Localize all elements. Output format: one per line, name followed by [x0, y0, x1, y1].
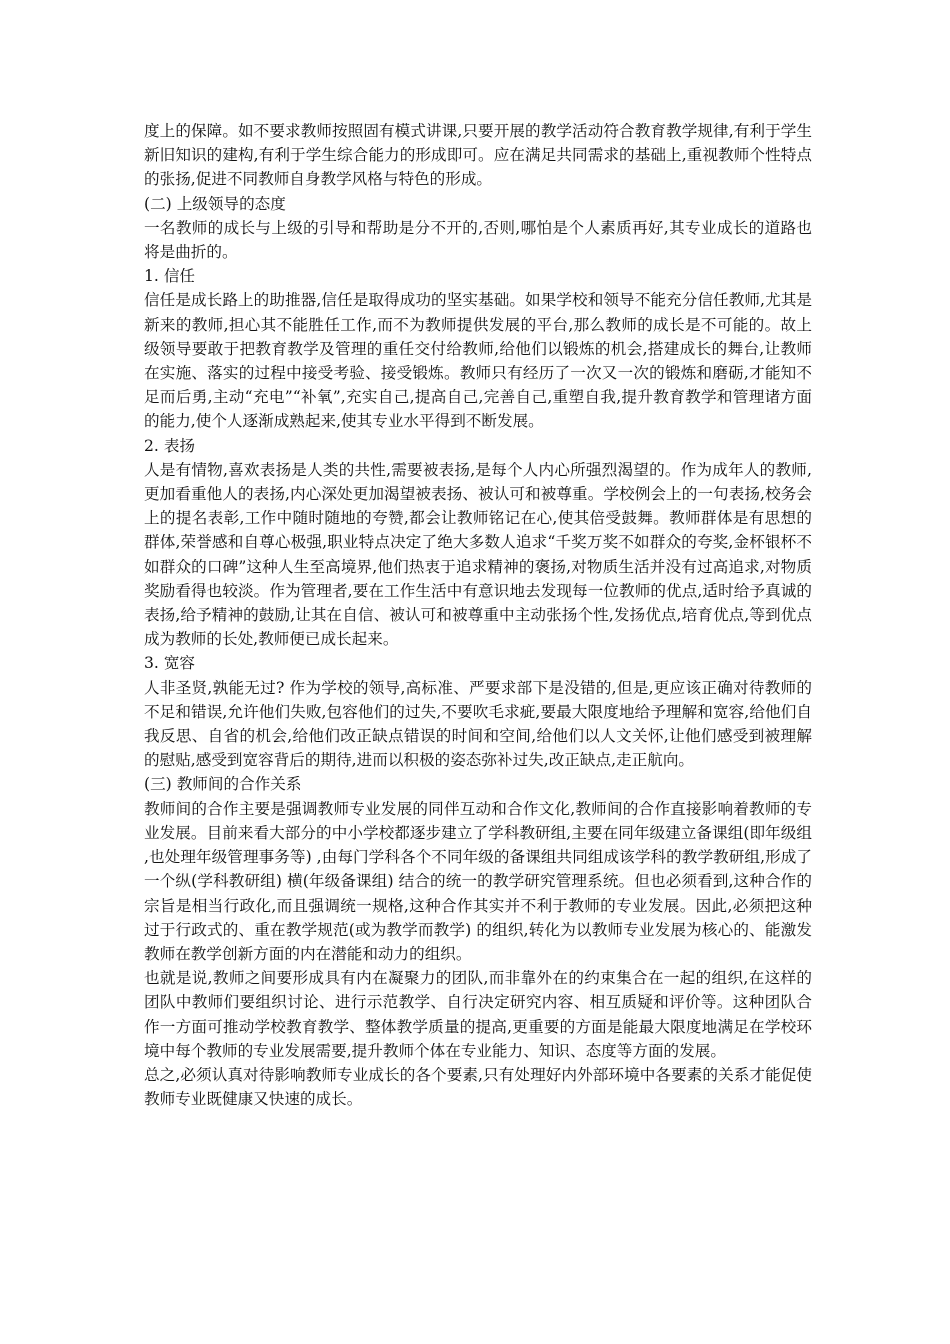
- subheading-praise: 2. 表扬: [144, 436, 196, 455]
- paragraph-cooperation: 教师间的合作主要是强调教师专业发展的同伴互动和合作文化,教师间的合作直接影响着教师的专业发展。目前来看大部分的中小学校都逐步建立了学科教研组,主要在同年级建立备课组(即年级组,也处理年级管理事务等) ,由每门学科各个不同年级的备课组共同组成该学科的教学教研组,形成了一个纵(学科教研组) 横(年级备课组) 结合的统一的教学研究管理系统。但也必须看到,这种合作的宗旨是相当行政化,而且强调统一规格,这种合作其实并不利于教师的专业发展。因此,必须把这种过于行政式的、重在教学规范(或为教学而教学) 的组织,转化为以教师专业发展为核心的、能激发教师在教学创新方面的内在潜能和动力的组织。: [144, 799, 812, 963]
- section-heading-leadership: (二) 上级领导的态度: [144, 194, 286, 213]
- paragraph-praise: 人是有情物,喜欢表扬是人类的共性,需要被表扬,是每个人内心所强烈渴望的。作为成年人的教师,更加看重他人的表扬,内心深处更加渴望被表扬、被认可和被尊重。学校例会上的一句表扬,校务会上的提名表彰,工作中随时随地的夸赞,都会让教师铭记在心,使其倍受鼓舞。教师群体是有思想的群体,荣誉感和自尊心极强,职业特点决定了绝大多数人追求“千奖万奖不如群众的夸奖,金杯银杯不如群众的口碑”这种人生至高境界,他们热衷于追求精神的褒扬,对物质生活并没有过高追求,对物质奖励看得也较淡。作为管理者,要在工作生活中有意识地去发现每一位教师的优点,适时给予真诚的表扬,给予精神的鼓励,让其在自信、被认可和被尊重中主动张扬个性,发扬优点,培育优点,等到优点成为教师的长处,教师便已成长起来。: [144, 460, 812, 649]
- document-body: [144, 119, 812, 1111]
- subheading-tolerance: 3. 宽容: [144, 654, 196, 673]
- section-heading-cooperation: (三) 教师间的合作关系: [144, 775, 302, 794]
- paragraph-team: 也就是说,教师之间要形成具有内在凝聚力的团队,而非靠外在的约束集合在一起的组织,在这样的团队中教师们要组织讨论、进行示范教学、自行决定研究内容、相互质疑和评价等。这种团队合作一方面可推动学校教育教学、整体教学质量的提高,更重要的方面是能最大限度地满足在学校环境中每个教师的专业发展需要,提升教师个体在专业能力、知识、态度等方面的发展。: [144, 969, 812, 1060]
- paragraph-trust: 信任是成长路上的助推器,信任是取得成功的坚实基础。如果学校和领导不能充分信任教师,尤其是新来的教师,担心其不能胜任工作,而不为教师提供发展的平台,那么教师的成长是不可能的。故上级领导要敢于把教育教学及管理的重任交付给教师,给他们以锻炼的机会,搭建成长的舞台,让教师在实施、落实的过程中接受考验、接受锻炼。教师只有经历了一次又一次的锻炼和磨砺,才能知不足而后勇,主动“充电”“补氧”,充实自己,提高自己,完善自己,重塑自我,提升教育教学和管理诸方面的能力,使个人逐渐成熟起来,使其专业水平得到不断发展。: [144, 291, 812, 431]
- paragraph-teaching-style: 度上的保障。如不要求教师按照固有模式讲课,只要开展的教学活动符合教育教学规律,有利于学生新旧知识的建构,有利于学生综合能力的形成即可。应在满足共同需求的基础上,重视教师个性特点的张扬,促进不同教师自身教学风格与特色的形成。: [144, 122, 812, 189]
- paragraph-conclusion: 总之,必须认真对待影响教师专业成长的各个要素,只有处理好内外部环境中各要素的关系才能促使教师专业既健康又快速的成长。: [144, 1065, 812, 1109]
- subheading-trust: 1. 信任: [144, 267, 196, 286]
- paragraph-tolerance: 人非圣贤,孰能无过? 作为学校的领导,高标准、严要求部下是没错的,但是,更应该正确对待教师的不足和错误,允许他们失败,包容他们的过失,不要吹毛求疵,要最大限度地给予理解和宽容,给他们自我反思、自省的机会,给他们改正缺点错误的时间和空间,给他们以人文关怀,让他们感受到被理解的慰贴,感受到宽容背后的期待,进而以积极的姿态弥补过失,改正缺点,走正航向。: [144, 678, 812, 770]
- paragraph-leadership-intro: 一名教师的成长与上级的引导和帮助是分不开的,否则,哪怕是个人素质再好,其专业成长的道路也将是曲折的。: [144, 218, 812, 262]
